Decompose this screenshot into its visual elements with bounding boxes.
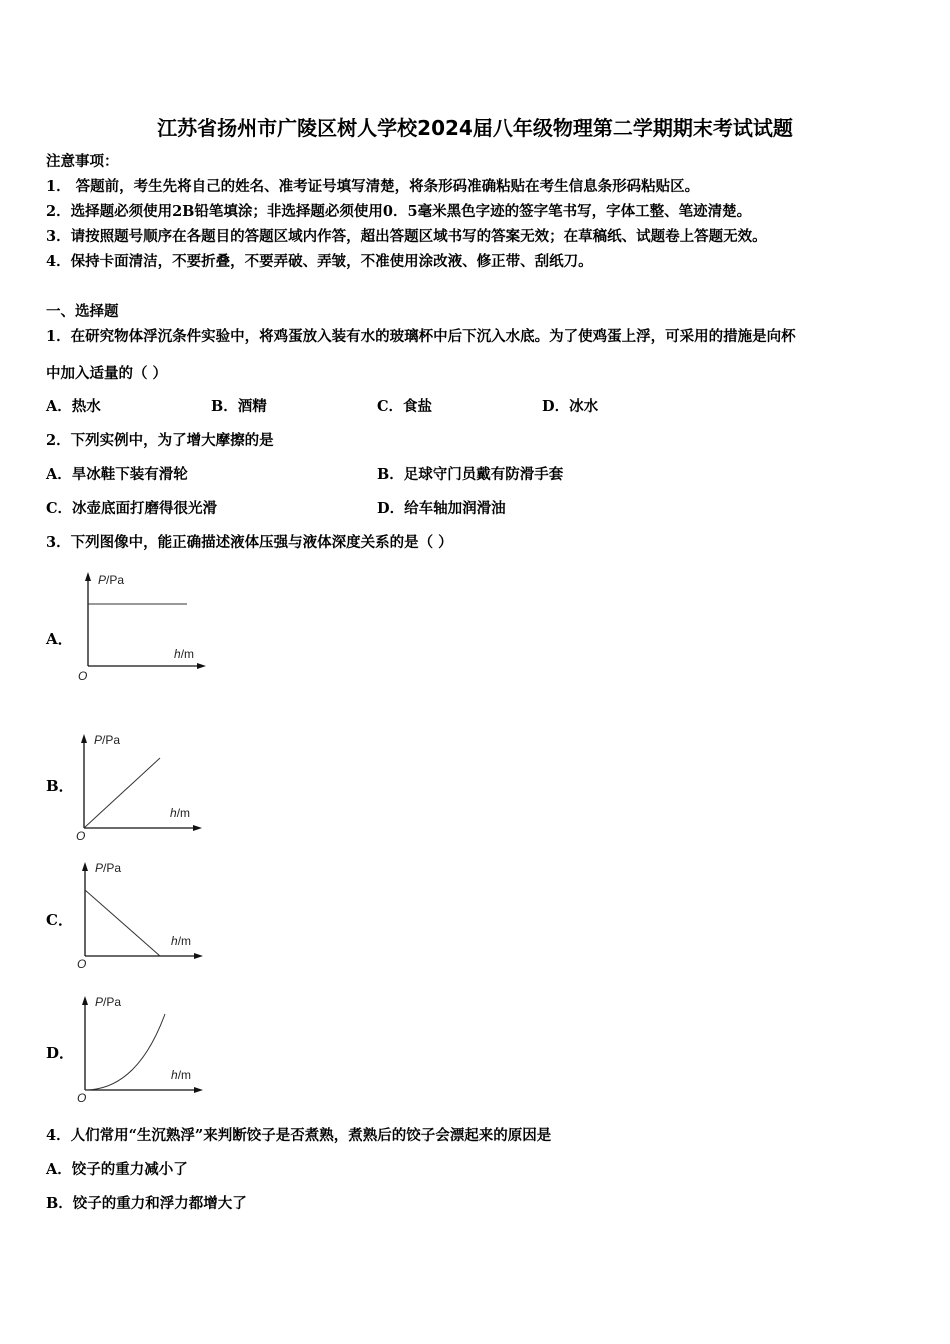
y-axis-label: P/Pa [95, 995, 122, 1009]
q3-graph-d [67, 990, 207, 1108]
q3-stem: 3．下列图像中，能正确描述液体压强与液体深度关系的是（ ） [46, 534, 453, 551]
y-axis-arrow [82, 996, 88, 1005]
x-axis-label: h/m [174, 647, 195, 661]
x-axis-label: h/m [171, 1068, 192, 1082]
q1-stem-line2: 中加入适量的（ ） [46, 365, 168, 382]
notice-heading: 注意事项： [46, 153, 119, 170]
q1-option-b: B．酒精 [211, 398, 267, 415]
q1-option-c: C．食盐 [377, 398, 433, 415]
y-axis-arrow [85, 572, 91, 581]
q3-graph-b [66, 728, 206, 846]
origin-label: O [76, 829, 86, 843]
x-axis-label: h/m [171, 934, 192, 948]
x-axis-arrow [194, 1087, 203, 1093]
q3-option-b-label: B． [46, 777, 74, 795]
q1-stem-line1: 1．在研究物体浮沉条件实验中，将鸡蛋放入装有水的玻璃杯中后下沉入水底。为了使鸡蛋上浮，可采用的措施是向杯 [46, 328, 796, 345]
y-axis-label: P/Pa [94, 733, 121, 747]
x-axis-arrow [197, 663, 206, 669]
page-title: 江苏省扬州市广陵区树人学校2024届八年级物理第二学期期末考试试题 [157, 116, 793, 140]
section-heading: 一、选择题 [46, 303, 119, 320]
y-axis-arrow [82, 862, 88, 871]
q3-graph-c [67, 856, 207, 974]
q2-option-a: A．旱冰鞋下装有滑轮 [46, 466, 188, 483]
q4-option-b: B．饺子的重力和浮力都增大了 [46, 1195, 247, 1212]
notice-item-3: 3．请按照题号顺序在各题目的答题区域内作答，超出答题区域书写的答案无效；在草稿纸、试题卷上答题无效。 [46, 228, 767, 245]
q1-option-a: A．热水 [46, 398, 101, 415]
q2-option-d: D．给车轴加润滑油 [377, 500, 506, 517]
notice-item-4: 4．保持卡面清洁，不要折叠，不要弄破、弄皱，不准使用涂改液、修正带、刮纸刀。 [46, 253, 593, 270]
notice-item-2: 2．选择题必须使用2B铅笔填涂；非选择题必须使用0．5毫米黑色字迹的签字笔书写，字体工整、笔迹清楚。 [46, 203, 752, 220]
q4-option-a: A．饺子的重力减小了 [46, 1161, 188, 1178]
pressure-curve-increasing [85, 1014, 165, 1090]
x-axis-label: h/m [170, 806, 191, 820]
q2-option-c: C．冰壶底面打磨得很光滑 [46, 500, 218, 517]
y-axis-arrow [81, 734, 87, 743]
q3-option-d-label: D． [46, 1044, 75, 1062]
y-axis-label: P/Pa [95, 861, 122, 875]
pressure-line-decreasing [85, 890, 160, 956]
origin-label: O [77, 957, 87, 971]
pressure-line-proportional [84, 758, 160, 828]
x-axis-arrow [193, 825, 202, 831]
q1-option-d: D．冰水 [542, 398, 599, 415]
origin-label: O [78, 669, 88, 683]
q2-option-b: B．足球守门员戴有防滑手套 [377, 466, 564, 483]
q3-option-c-label: C． [46, 911, 73, 929]
q2-stem: 2．下列实例中，为了增大摩擦的是 [46, 432, 274, 449]
q4-stem: 4．人们常用“生沉熟浮”来判断饺子是否煮熟，煮熟后的饺子会漂起来的原因是 [46, 1127, 552, 1144]
q3-option-a-label: A． [46, 630, 73, 648]
q3-graph-a [70, 566, 210, 686]
x-axis-arrow [194, 953, 203, 959]
y-axis-label: P/Pa [98, 573, 125, 587]
origin-label: O [77, 1091, 87, 1105]
notice-item-1: 1． 答题前，考生先将自己的姓名、准考证号填写清楚，将条形码准确粘贴在考生信息条形码粘贴区。 [46, 178, 700, 195]
